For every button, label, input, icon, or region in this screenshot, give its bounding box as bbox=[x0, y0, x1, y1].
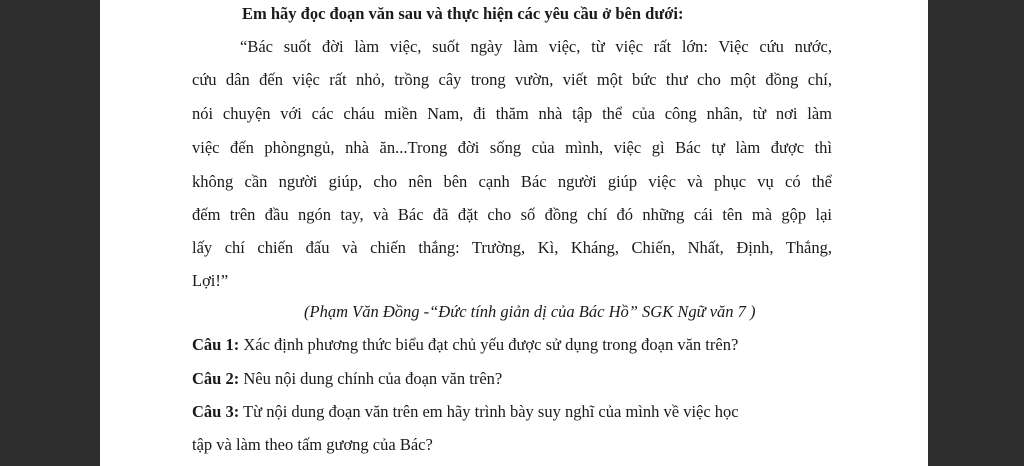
question-3-text: Từ nội dung đoạn văn trên em hãy trình bày suy nghĩ của mình về việc học bbox=[239, 402, 739, 421]
question-2-label: Câu 2: bbox=[192, 369, 240, 388]
passage-line-7: lấy chí chiến đấu và chiến thắng: Trường, Kì, Kháng, Chiến, Nhất, Định, Thắng, bbox=[192, 238, 832, 257]
passage-line-3: nói chuyện với các cháu miền Nam, đi thăm nhà tập thể của công nhân, từ nơi làm bbox=[192, 104, 832, 123]
passage-line-1: “Bác suốt đời làm việc, suốt ngày làm việc, từ việc rất lớn: Việc cứu nước, bbox=[240, 37, 832, 56]
question-1-label: Câu 1: bbox=[192, 335, 240, 354]
document-page bbox=[100, 0, 928, 466]
passage-line-2: cứu dân đến việc rất nhỏ, trồng cây trong vườn, viết một bức thư cho một đồng chí, bbox=[192, 70, 832, 89]
passage-line-4: việc đến phòngngủ, nhà ăn...Trong đời sống của mình, việc gì Bác tự làm được thì bbox=[192, 138, 832, 157]
question-3 bbox=[192, 402, 739, 422]
left-dark-margin bbox=[0, 0, 100, 466]
passage-citation: (Phạm Văn Đồng -“Đức tính giản dị của Bác Hồ” SGK Ngữ văn 7 ) bbox=[304, 302, 756, 321]
right-dark-margin bbox=[928, 0, 1024, 466]
question-2 bbox=[192, 369, 502, 389]
document-heading: Em hãy đọc đoạn văn sau và thực hiện các yêu cầu ở bên dưới: bbox=[242, 4, 684, 23]
passage-line-8: Lợi!” bbox=[192, 271, 229, 290]
question-3-continuation: tập và làm theo tấm gương của Bác? bbox=[192, 435, 433, 454]
question-1-text: Xác định phương thức biểu đạt chủ yếu được sử dụng trong đoạn văn trên? bbox=[239, 335, 739, 354]
passage-line-5: không cần người giúp, cho nên bên cạnh Bác người giúp việc và phục vụ có thể bbox=[192, 172, 832, 191]
question-1 bbox=[192, 335, 738, 355]
question-2-text: Nêu nội dung chính của đoạn văn trên? bbox=[239, 369, 503, 388]
passage-line-6: đếm trên đầu ngón tay, và Bác đã đặt cho số đồng chí đó những cái tên mà gộp lại bbox=[192, 205, 832, 224]
question-3-label: Câu 3: bbox=[192, 402, 240, 421]
